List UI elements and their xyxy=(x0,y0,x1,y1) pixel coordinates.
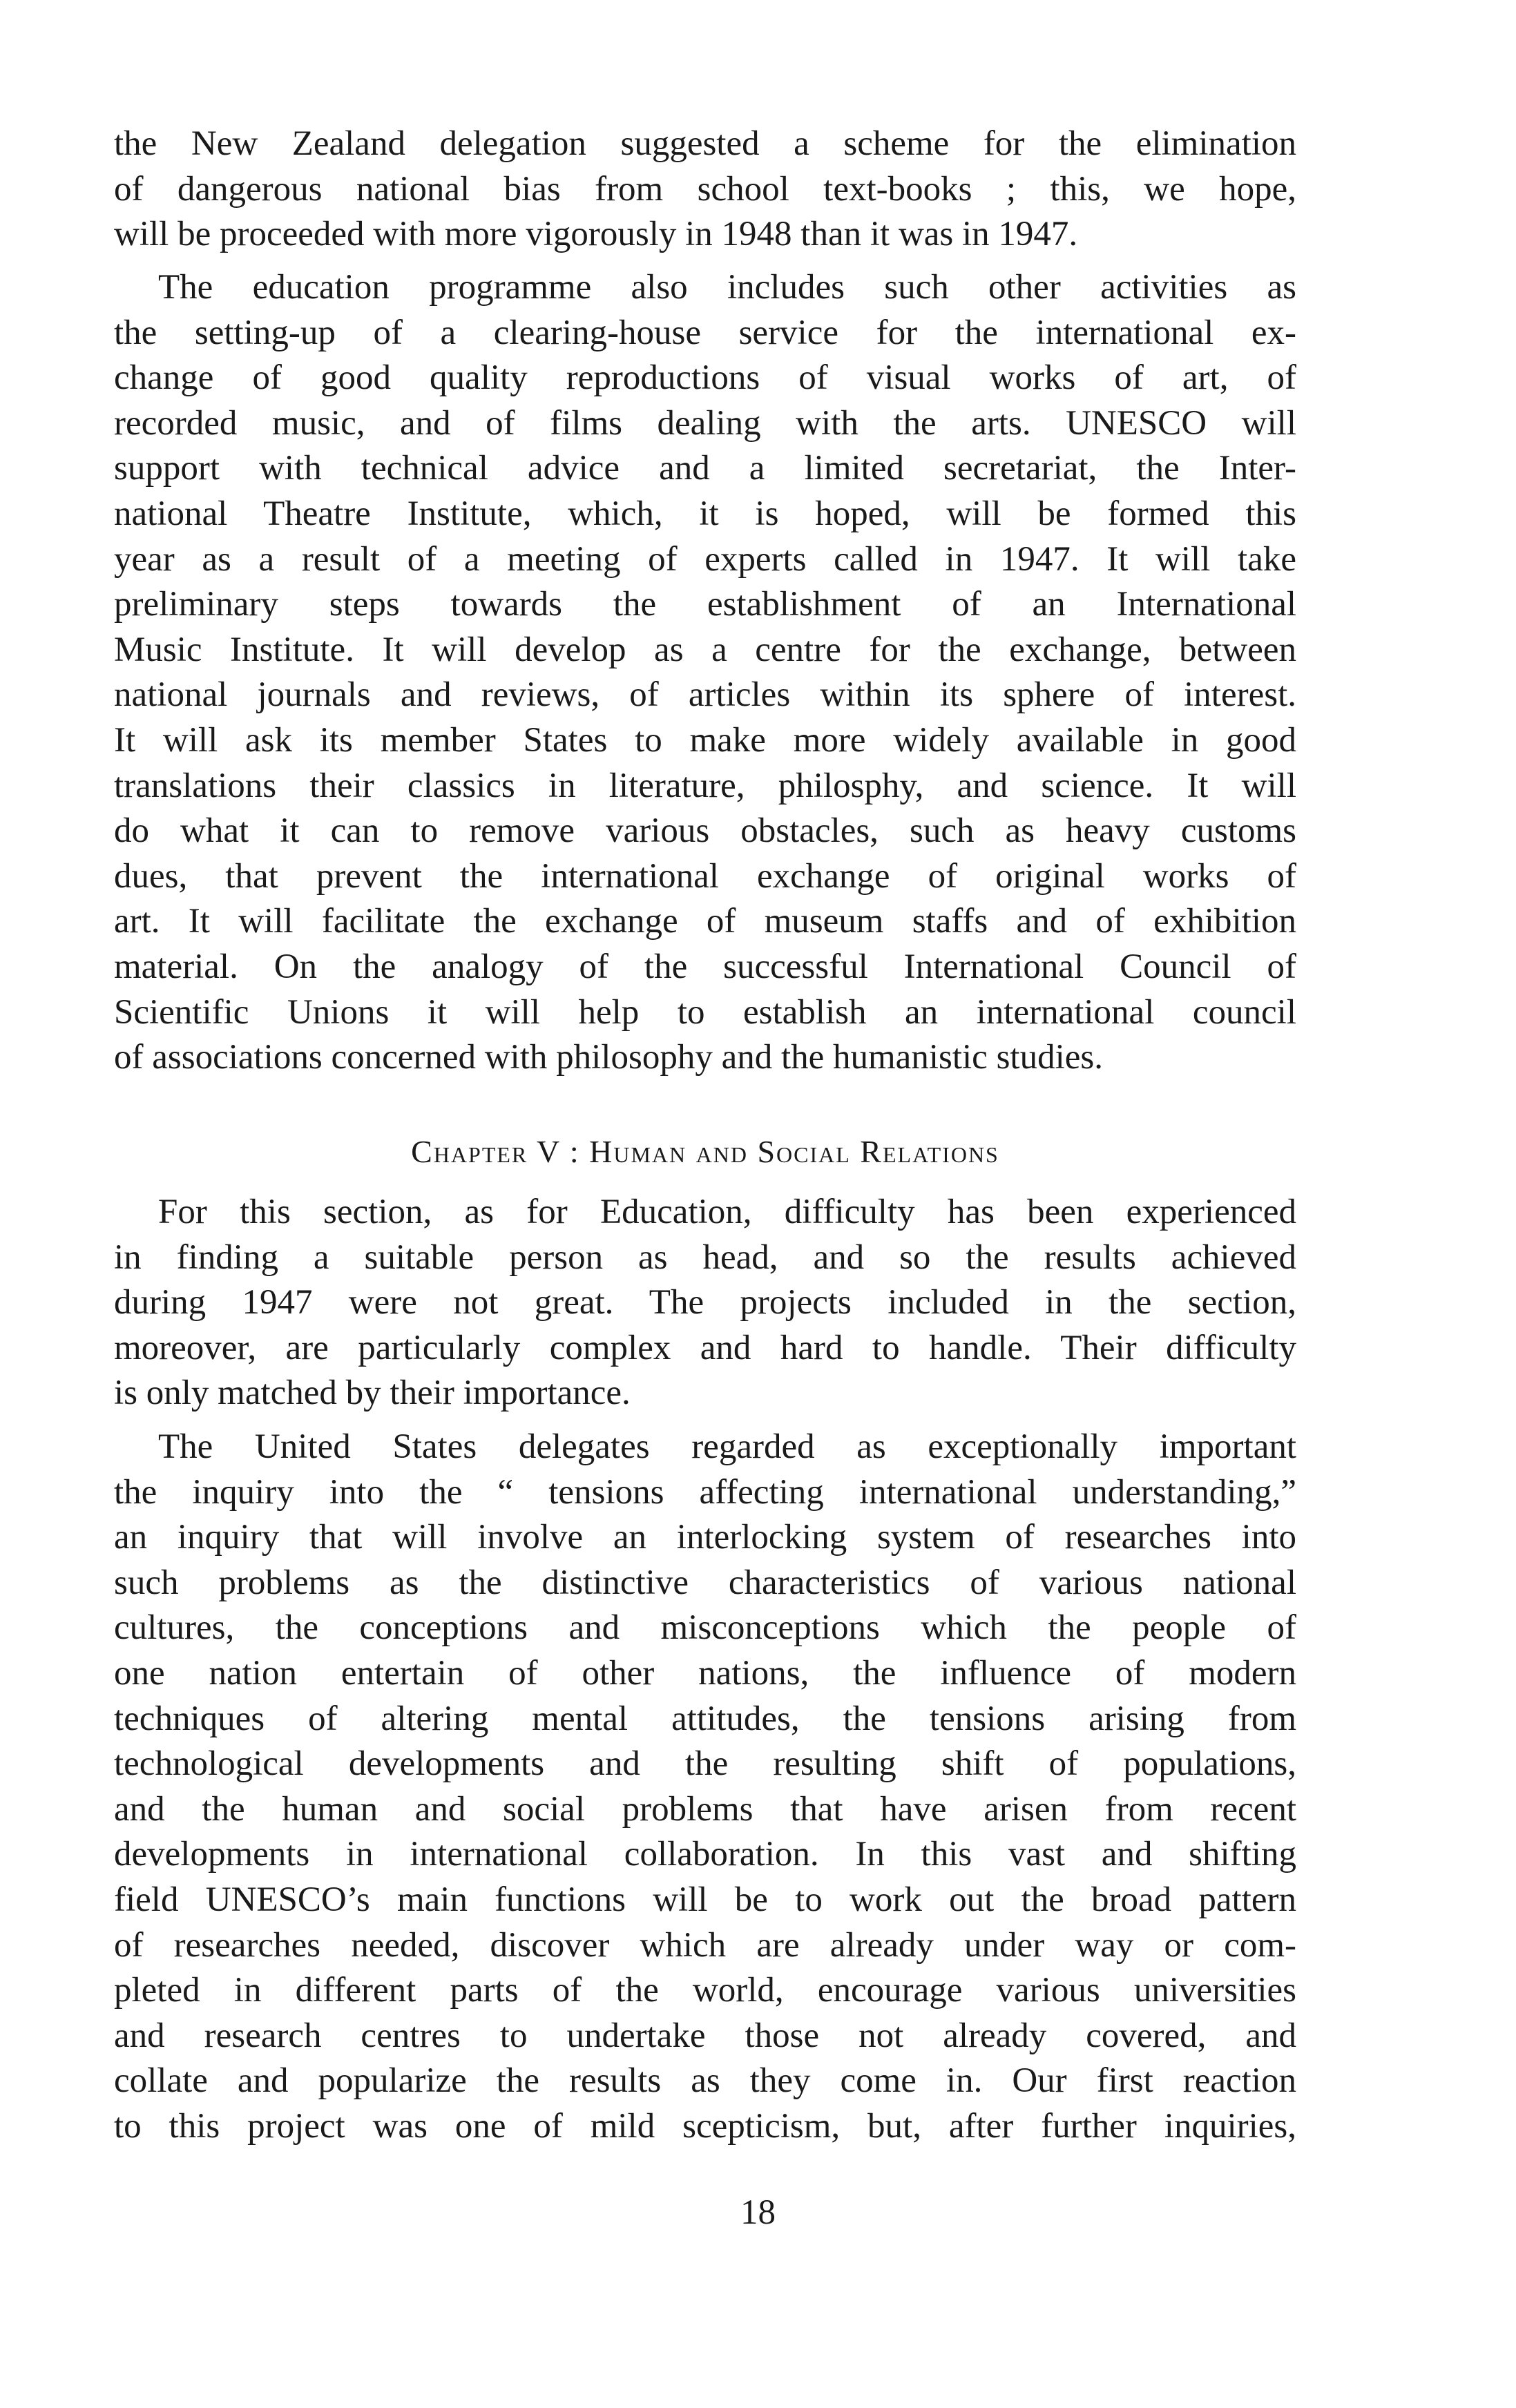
text-line: of associations concerned with philosophy and the humanistic studies. xyxy=(114,1038,1103,1077)
text-line: pleted in different parts of the world, encourage various universities xyxy=(114,1971,1296,2010)
text-line: will be proceeded with more vigorously in 1948 than it was in 1947. xyxy=(114,215,1078,254)
text-line: collate and popularize the results as they come in. Our first reaction xyxy=(114,2061,1296,2101)
text-line: For this section, as for Education, difficulty has been experienced xyxy=(158,1193,1296,1231)
text-line: cultures, the conceptions and misconceptions which the people of xyxy=(114,1608,1296,1648)
text-line: and research centres to undertake those not already covered, and xyxy=(114,2016,1296,2055)
text-line: developments in international collaboration. In this vast and shifting xyxy=(114,1835,1296,1874)
text-line: art. It will facilitate the exchange of museum staffs and of exhibition xyxy=(114,902,1296,941)
text-line: do what it can to remove various obstacles, such as heavy customs xyxy=(114,811,1296,851)
text-line: Music Institute. It will develop as a centre for the exchange, between xyxy=(114,630,1296,669)
text-line: of researches needed, discover which are already under way or com- xyxy=(114,1925,1296,1965)
text-line: and the human and social problems that have arisen from recent xyxy=(114,1789,1296,1829)
text-line: to this project was one of mild scepticism, but, after further inquiries, xyxy=(114,2106,1296,2146)
text-line: is only matched by their importance. xyxy=(114,1374,631,1413)
text-line: techniques of altering mental attitudes, the tensions arising from xyxy=(114,1699,1296,1738)
text-line: material. On the analogy of the successful International Council of xyxy=(114,947,1296,986)
text-line: The education programme also includes such other activities as xyxy=(158,268,1296,307)
text-line: preliminary steps towards the establishment of an International xyxy=(114,585,1296,624)
text-line: during 1947 were not great. The projects included in the section, xyxy=(114,1283,1296,1322)
text-line: field UNESCO’s main functions will be to work out the broad pattern xyxy=(114,1880,1296,1919)
text-line: moreover, are particularly complex and hard to handle. Their difficulty xyxy=(114,1328,1296,1367)
text-line: change of good quality reproductions of visual works of art, of xyxy=(114,358,1296,398)
text-line: technological developments and the resulting shift of populations, xyxy=(114,1744,1296,1784)
text-line: recorded music, and of films dealing with the arts. UNESCO will xyxy=(114,403,1296,443)
text-line: year as a result of a meeting of experts called in 1947. It will take xyxy=(114,539,1296,579)
text-line: It will ask its member States to make more widely available in good xyxy=(114,720,1296,760)
page-number: 18 xyxy=(740,2193,776,2232)
paragraph-education-programme xyxy=(114,265,1296,1081)
text-line: Scientific Unions it will help to establish an international council xyxy=(114,992,1296,1032)
text-line: translations their classics in literature, philosphy, and science. It will xyxy=(114,766,1296,805)
text-line: the New Zealand delegation suggested a scheme for the elimination xyxy=(114,124,1296,163)
text-line: the inquiry into the “ tensions affecting international understanding,” xyxy=(114,1472,1296,1512)
text-line: national journals and reviews, of articles within its sphere of interest. xyxy=(114,675,1296,715)
text-line: in finding a suitable person as head, and so the results achieved xyxy=(114,1237,1296,1277)
text-line: one nation entertain of other nations, the influence of modern xyxy=(114,1653,1296,1693)
paragraph-continued xyxy=(114,122,1296,258)
chapter-heading: Chapter V : Human and Social Relations xyxy=(411,1134,999,1169)
text-line: support with technical advice and a limited secretariat, the Inter- xyxy=(114,449,1296,488)
paragraph-human-social-section xyxy=(114,1190,1296,1416)
text-line: dues, that prevent the international exchange of original works of xyxy=(114,856,1296,896)
text-line: of dangerous national bias from school text-books ; this, we hope, xyxy=(114,169,1296,209)
text-line: The United States delegates regarded as exceptionally important xyxy=(158,1427,1296,1466)
text-line: national Theatre Institute, which, it is hoped, will be formed this xyxy=(114,494,1296,533)
text-line: the setting-up of a clearing-house service for the international ex- xyxy=(114,313,1296,352)
paragraph-tensions-inquiry xyxy=(114,1425,1296,2150)
text-line: such problems as the distinctive characteristics of various national xyxy=(114,1563,1296,1602)
text-line: an inquiry that will involve an interlocking system of researches into xyxy=(114,1518,1296,1557)
